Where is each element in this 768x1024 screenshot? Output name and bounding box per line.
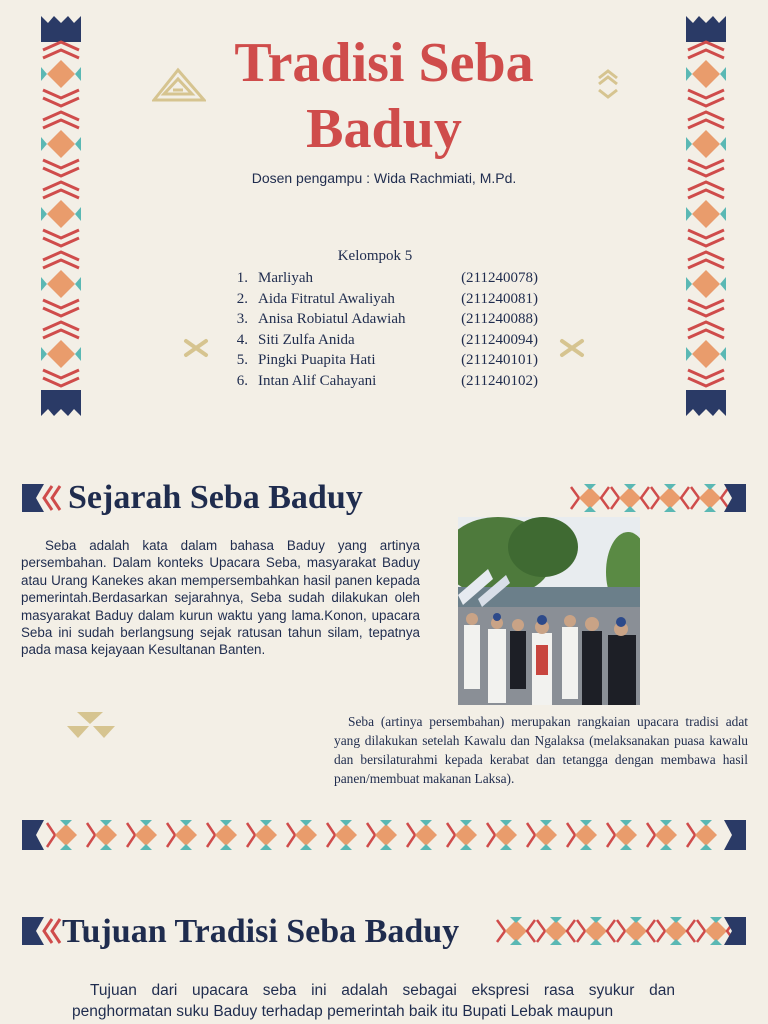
list-item	[218, 371, 538, 392]
triangle-doodle-icon	[65, 710, 117, 740]
member-nim: (211240088)	[461, 311, 538, 327]
member-name: Marliyah	[258, 270, 313, 286]
member-number: 2.	[236, 290, 248, 307]
member-number: 6.	[236, 372, 248, 389]
member-nim: (211240101)	[461, 352, 538, 368]
member-nim: (211240102)	[461, 372, 538, 389]
member-name: Anisa Robiatul Adawiah	[258, 311, 406, 327]
horizontal-tribal-divider	[22, 820, 746, 850]
list-item	[218, 309, 538, 330]
group-label: Kelompok 5	[337, 248, 413, 264]
photo-caption: Seba (artinya persembahan) merupakan rangkaian upacara tradisi adat yang dilakukan setelah Kawalu dan Ngalaksa (melaksanakan puasa kawalu dan bersilaturahmi kepada kerabat dan tetangga dengan membawa hasil panen/membuat makanan Laksa).	[334, 714, 748, 786]
member-list	[218, 268, 538, 391]
heading-ornament-left	[22, 917, 62, 945]
right-tribal-border	[686, 16, 726, 416]
section-heading-history: Sejarah Seba Baduy	[68, 479, 363, 516]
member-name: Siti Zulfa Anida	[258, 331, 355, 348]
member-number: 3.	[236, 311, 248, 327]
lecturer-line: Dosen pengampu : Wida Rachmiati, M.Pd.	[251, 170, 517, 186]
member-nim: (211240081)	[461, 290, 538, 307]
page-title: Tradisi Seba Baduy	[234, 32, 534, 160]
cross-doodle-icon	[559, 338, 585, 358]
member-number: 1.	[236, 270, 248, 286]
member-name: Intan Alif Cahayani	[258, 372, 377, 389]
history-paragraph: Seba adalah kata dalam bahasa Baduy yang artinya persembahan. Dalam konteks Upacara Seba, masyarakat Baduy atau Urang Kanekes akan mempersembahkan hasil panen kepada pemerintah.Berdasarkan sejarahnya, Seba sudah dilakukan oleh masyarakat Baduy dalam kurun waktu yang lama.Konon, upacara Seba ini sudah berlangsung sejak ratusan tahun silam, tepatnya pada masa kejayaan Kesultanan Banten.	[21, 538, 420, 658]
member-number: 4.	[236, 331, 248, 348]
member-nim: (211240078)	[461, 270, 538, 286]
section-heading-purpose: Tujuan Tradisi Seba Baduy	[62, 913, 460, 950]
member-name: Pingki Puapita Hati	[258, 352, 376, 368]
heading-ornament-right	[570, 484, 746, 512]
cross-doodle-icon	[183, 338, 209, 358]
list-item	[218, 289, 538, 310]
member-name: Aida Fitratul Awaliyah	[258, 290, 395, 307]
member-nim: (211240094)	[461, 331, 538, 348]
member-number: 5.	[236, 352, 248, 368]
list-item	[218, 268, 538, 289]
list-item	[218, 350, 538, 371]
heading-ornament-right	[496, 917, 746, 945]
heading-ornament-left	[22, 484, 62, 512]
seba-procession-photo	[458, 517, 640, 705]
list-item	[218, 330, 538, 351]
left-tribal-border	[41, 16, 81, 416]
purpose-paragraph: Tujuan dari upacara seba ini adalah sebagai ekspresi rasa syukur dan penghormatan suku Baduy terhadap pemerintah baik itu Bupati Lebak maupun	[72, 982, 675, 1020]
